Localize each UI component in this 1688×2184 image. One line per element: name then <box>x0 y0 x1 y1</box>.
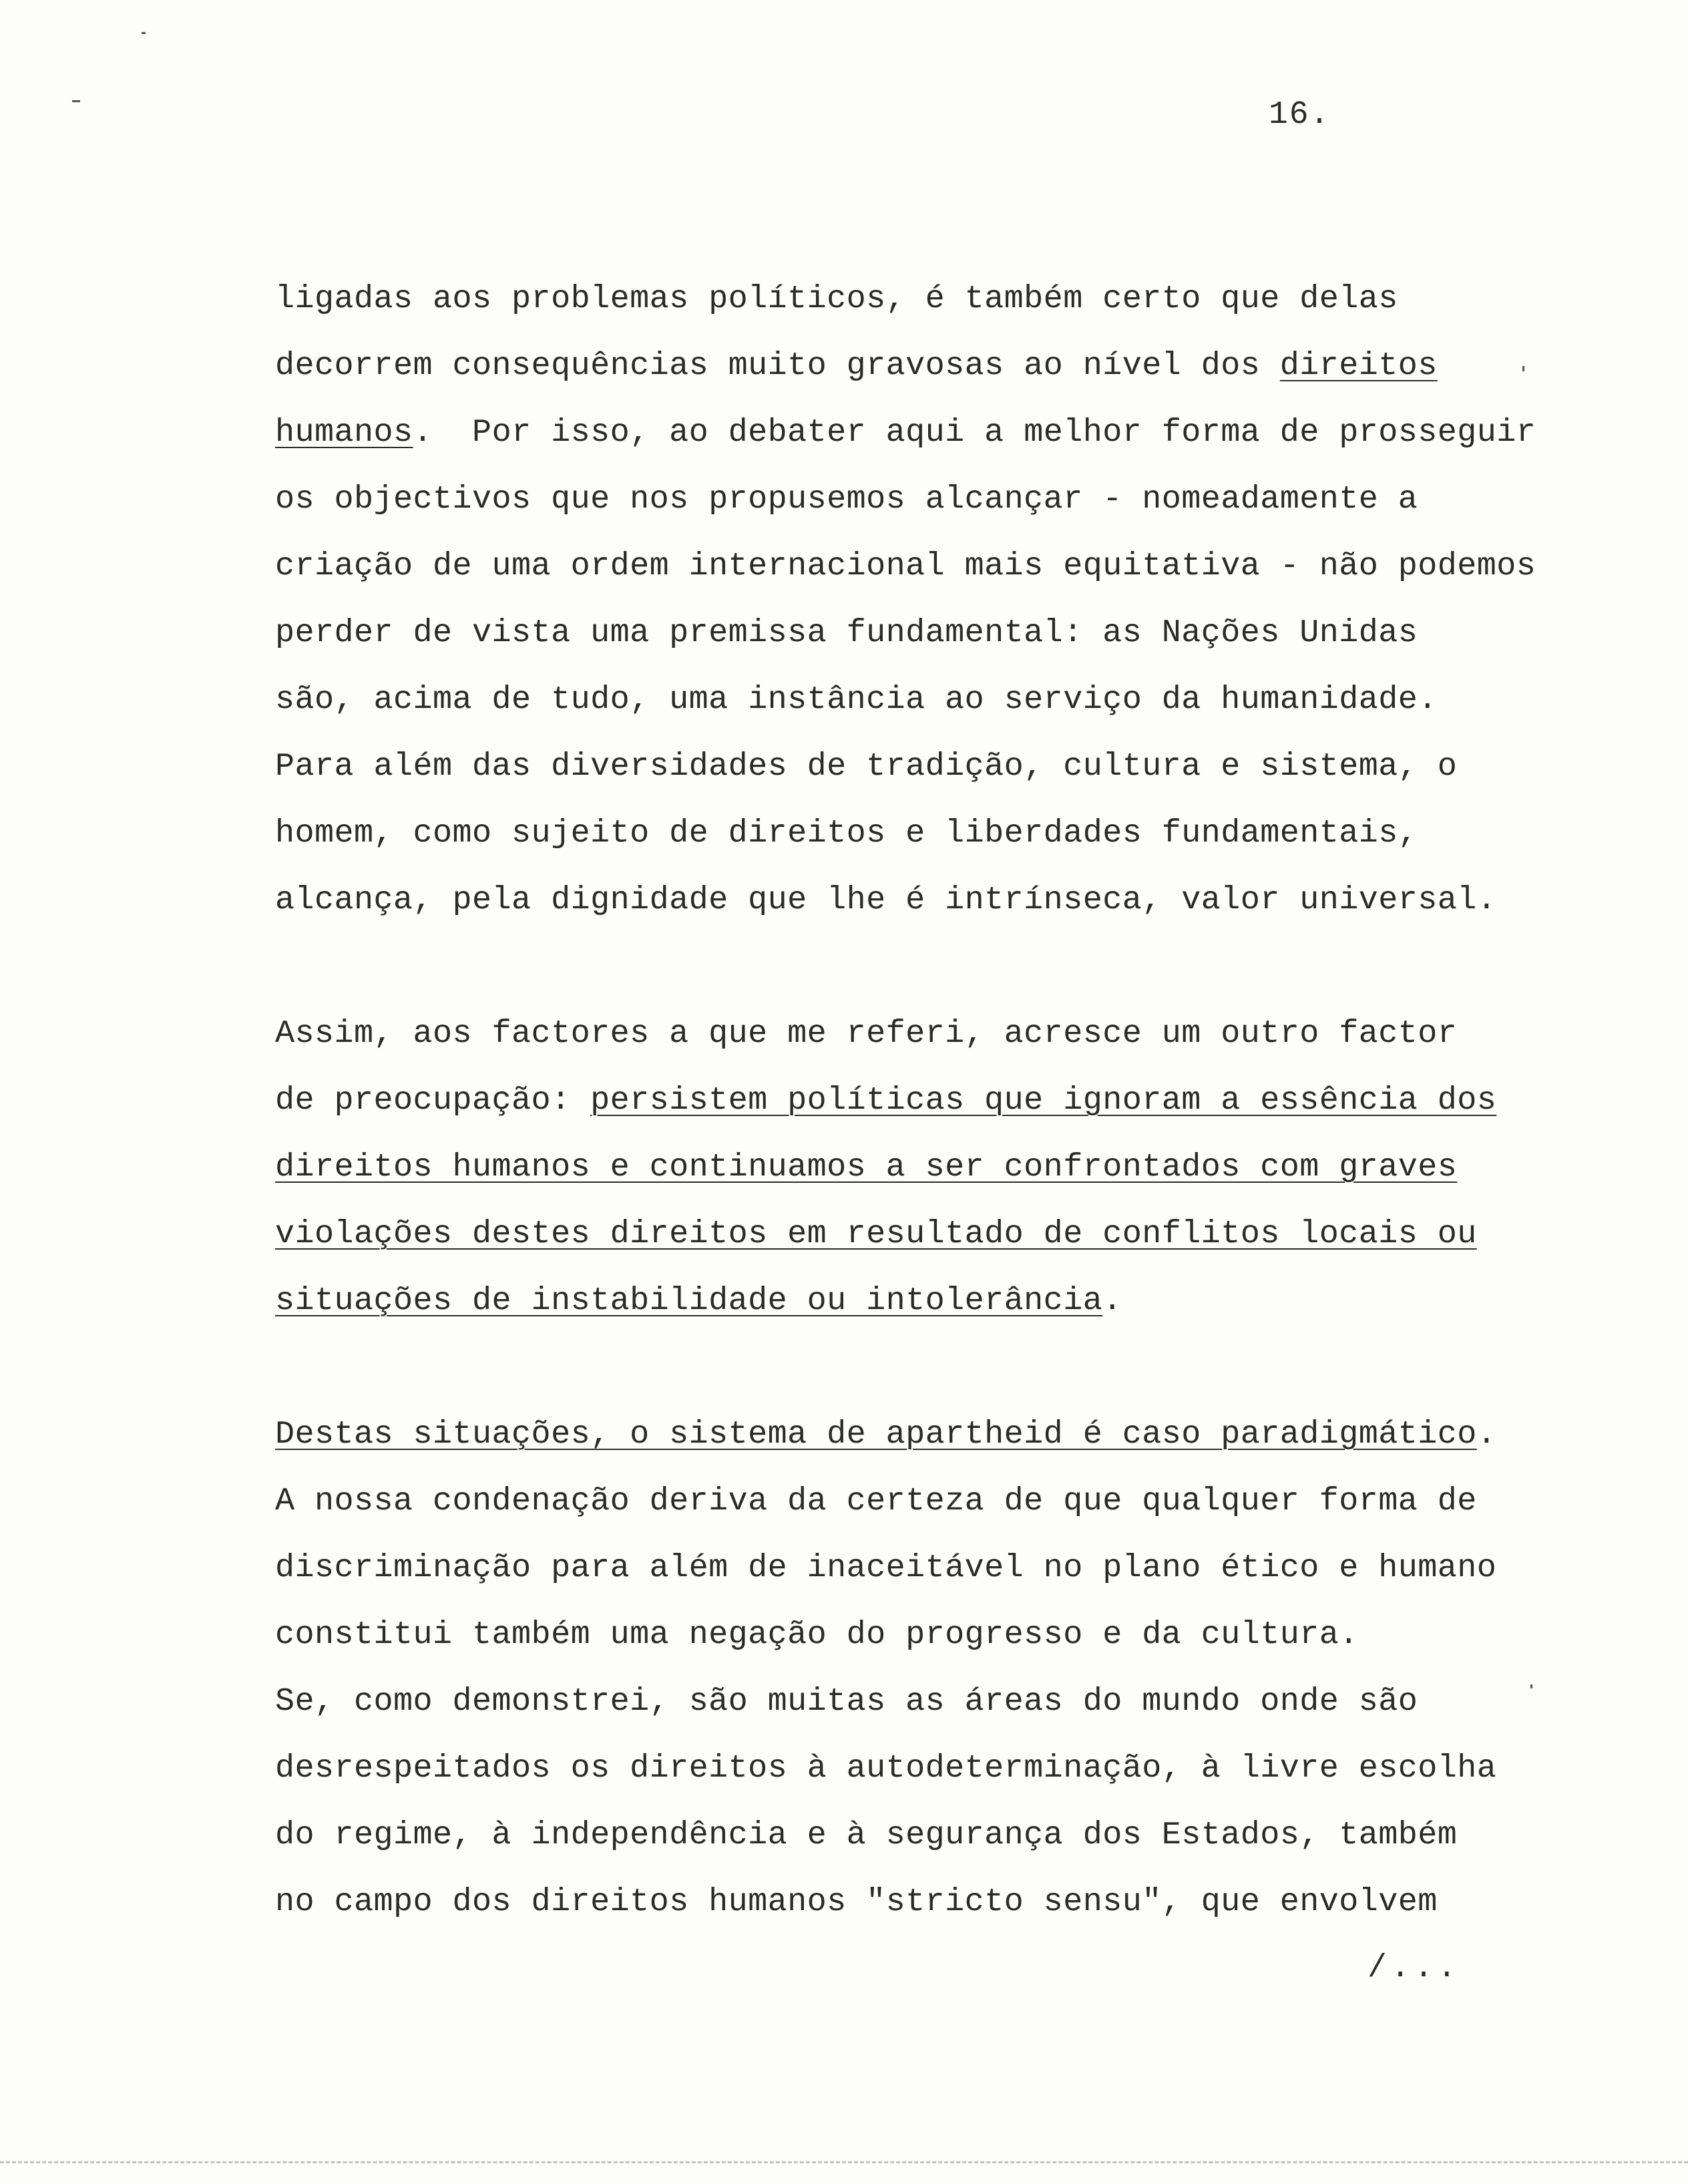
text-line <box>275 1268 1597 1334</box>
text-line: Se, como demonstrei, são muitas as áreas do mundo onde são <box>275 1683 1418 1720</box>
text-line: perder de vista uma premissa fundamental: as Nações Unidas <box>275 614 1418 651</box>
text-segment: de preocupação: <box>275 1082 591 1119</box>
underlined-text: persistem políticas que ignoram a essência dos <box>590 1082 1497 1119</box>
text-segment: . <box>1476 1416 1497 1453</box>
text-line <box>275 1201 1597 1268</box>
paragraph-concerns <box>275 1000 1597 1334</box>
text-segment: decorrem consequências muito gravosas ao nível dos <box>275 347 1280 384</box>
scan-speck <box>72 100 80 102</box>
text-line: no campo dos direitos humanos "stricto sensu", que envolvem <box>275 1883 1438 1920</box>
continuation-mark: /... <box>1367 1950 1461 1986</box>
text-line: discriminação para além de inaceitável no plano ético e humano <box>275 1550 1497 1586</box>
scan-border-line <box>0 2161 1688 2163</box>
underlined-text: Destas situações, o sistema de apartheid é caso paradigmático <box>275 1416 1477 1453</box>
text-line: ligadas aos problemas políticos, é também certo que delas <box>275 281 1398 317</box>
text-line <box>275 333 1597 399</box>
underlined-text: direitos <box>1279 347 1438 384</box>
text-line <box>275 1067 1597 1134</box>
text-line: homem, como sujeito de direitos e liberdades fundamentais, <box>275 815 1418 852</box>
text-line: alcança, pela dignidade que lhe é intrínseca, valor universal. <box>275 882 1497 918</box>
underlined-text: humanos <box>275 414 413 451</box>
underlined-text: situações de instabilidade ou intolerância <box>275 1282 1103 1319</box>
page-number: 16. <box>1269 97 1331 133</box>
underlined-text: violações destes direitos em resultado de conflitos locais ou <box>275 1216 1477 1252</box>
text-line: Assim, aos factores a que me referi, acresce um outro factor <box>275 1015 1458 1052</box>
text-line: são, acima de tudo, uma instância ao serviço da humanidade. <box>275 681 1438 718</box>
scan-speck <box>142 32 146 34</box>
text-line: os objectivos que nos propusemos alcançar - nomeadamente a <box>275 481 1418 518</box>
paragraph-apartheid <box>275 1401 1597 1936</box>
text-line: constitui também uma negação do progresso e da cultura. <box>275 1616 1359 1653</box>
text-line: criação de uma ordem internacional mais equitativa - não podemos <box>275 548 1536 584</box>
text-segment: . Por isso, ao debater aqui a melhor forma de prosseguir <box>413 414 1536 451</box>
text-segment: . <box>1102 1282 1122 1319</box>
text-line <box>275 1401 1597 1468</box>
text-line: Para além das diversidades de tradição, cultura e sistema, o <box>275 748 1458 785</box>
text-line: desrespeitados os direitos à autodeterminação, à livre escolha <box>275 1750 1497 1787</box>
text-line: do regime, à independência e à segurança dos Estados, também <box>275 1817 1458 1853</box>
underlined-text: direitos humanos e continuamos a ser confrontados com graves <box>275 1149 1458 1186</box>
text-line <box>275 1134 1597 1201</box>
paragraph-rights-premise <box>275 266 1597 934</box>
text-line <box>275 399 1597 466</box>
text-line: A nossa condenação deriva da certeza de que qualquer forma de <box>275 1483 1477 1519</box>
